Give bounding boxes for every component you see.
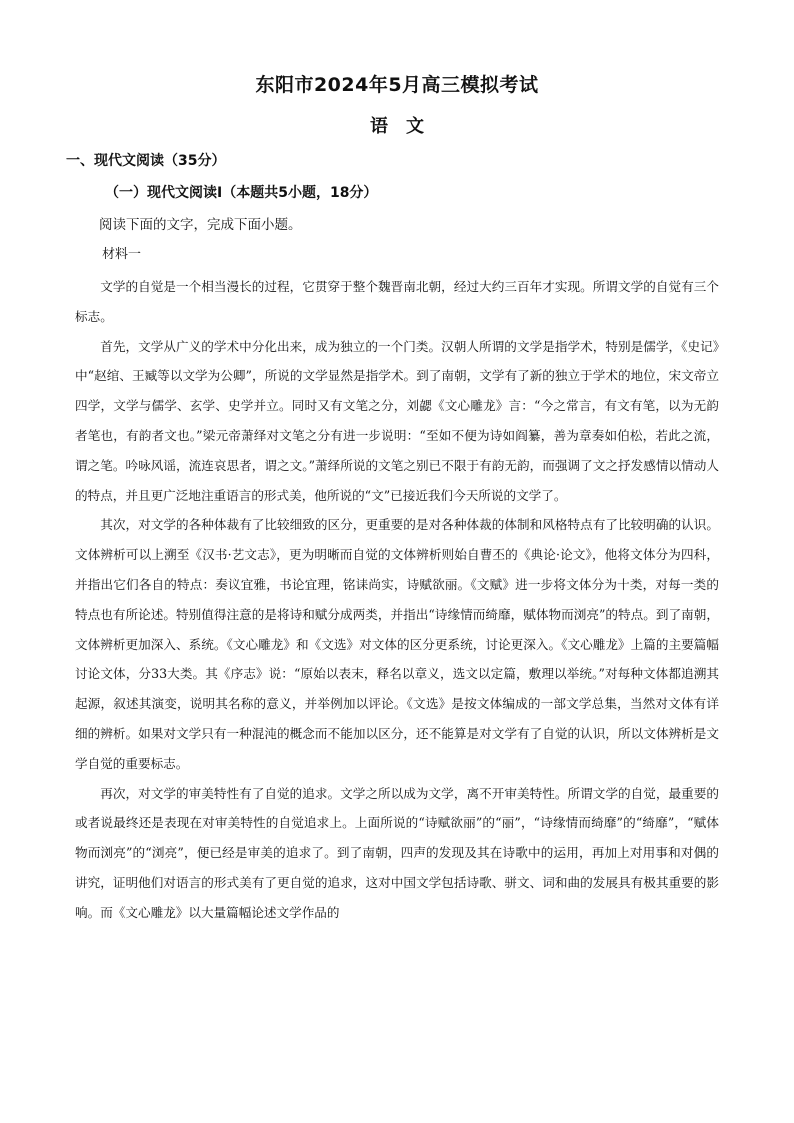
subject-title: 语文 (370, 116, 442, 137)
section-heading: 一、现代文阅读（35分） (66, 153, 226, 169)
reading-instruction: 阅读下面的文字，完成下面小题。 (99, 217, 302, 233)
subsection-heading: （一）现代文阅读Ⅰ（本题共5小题，18分） (105, 185, 378, 201)
exam-title: 东阳市2024年5月高三模拟考试 (255, 74, 539, 96)
paragraph-3: 其次，对文学的各种体裁有了比较细致的区分，更重要的是对各种体裁的体制和风格特点有了比较明确的认识。文体辨析可以上溯至《汉书·艺文志》，更为明晰而自觉的文体辨析则始自曹丕的《典论·论文》，他将文体分为四科，并指出它们各自的特点：奏议宜雅，书论宜理，铭诔尚实，诗赋欲丽。《文赋》进一步将文体分为十类，对每一类的特点也有所论述。特别值得注意的是将诗和赋分成两类，并指出“诗缘情而绮靡，赋体物而浏亮”的特点。到了南朝，文体辨析更加深入、系统。《文心雕龙》和《文选》对文体的区分更系统，讨论更深入。《文心雕龙》上篇的主要篇幅讨论文体，分33大类。其《序志》说：“原始以表末，释名以章义，选文以定篇，敷理以举统。”对每种文体都追溯其起源，叙述其演变，说明其名称的意义，并举例加以评论。《文选》是按文体编成的一部文学总集，当然对文体有详细的辨析。如果对文学只有一种混沌的概念而不能加以区分，还不能算是对文学有了自觉的认识，所以文体辨析是文学自觉的重要标志。 (75, 517, 719, 771)
paragraph-2: 首先，文学从广义的学术中分化出来，成为独立的一个门类。汉朝人所谓的文学是指学术，特别是儒学，《史记》中“赵绾、王臧等以文学为公卿”，所说的文学显然是指学术。到了南朝，文学有了新的独立于学术的地位，宋文帝立四学，文学与儒学、玄学、史学并立。同时又有文笔之分，刘勰《文心雕龙》言：“今之常言，有文有笔，以为无韵者笔也，有韵者文也。”梁元帝萧绎对文笔之分有进一步说明：“至如不便为诗如阎纂，善为章奏如伯松，若此之流，谓之笔。吟咏风谣，流连哀思者，谓之文。”萧绎所说的文笔之别已不限于有韵无韵，而强调了文之抒发感情以情动人的特点，并且更广泛地注重语言的形式美，他所说的“文”已接近我们今天所说的文学了。 (75, 338, 719, 503)
paragraph-1: 文学的自觉是一个相当漫长的过程，它贯穿于整个魏晋南北朝，经过大约三百年才实现。所谓文学的自觉有三个标志。 (75, 279, 719, 324)
material-label: 材料一 (102, 247, 142, 262)
article-body (75, 272, 719, 928)
paragraph-4: 再次，对文学的审美特性有了自觉的追求。文学之所以成为文学，离不开审美特性。所谓文学的自觉，最重要的或者说最终还是表现在对审美特性的自觉追求上。上面所说的“诗赋欲丽”的“丽”，“诗缘情而绮靡”的“绮靡”，“赋体物而浏亮”的“浏亮”，便已经是审美的追求了。到了南朝，四声的发现及其在诗歌中的运用，再加上对用事和对偶的讲究，证明他们对语言的形式美有了更自觉的追求，这对中国文学包括诗歌、骈文、词和曲的发展具有极其重要的影响。而《文心雕龙》以大量篇幅论述文学作品的 (75, 785, 719, 920)
